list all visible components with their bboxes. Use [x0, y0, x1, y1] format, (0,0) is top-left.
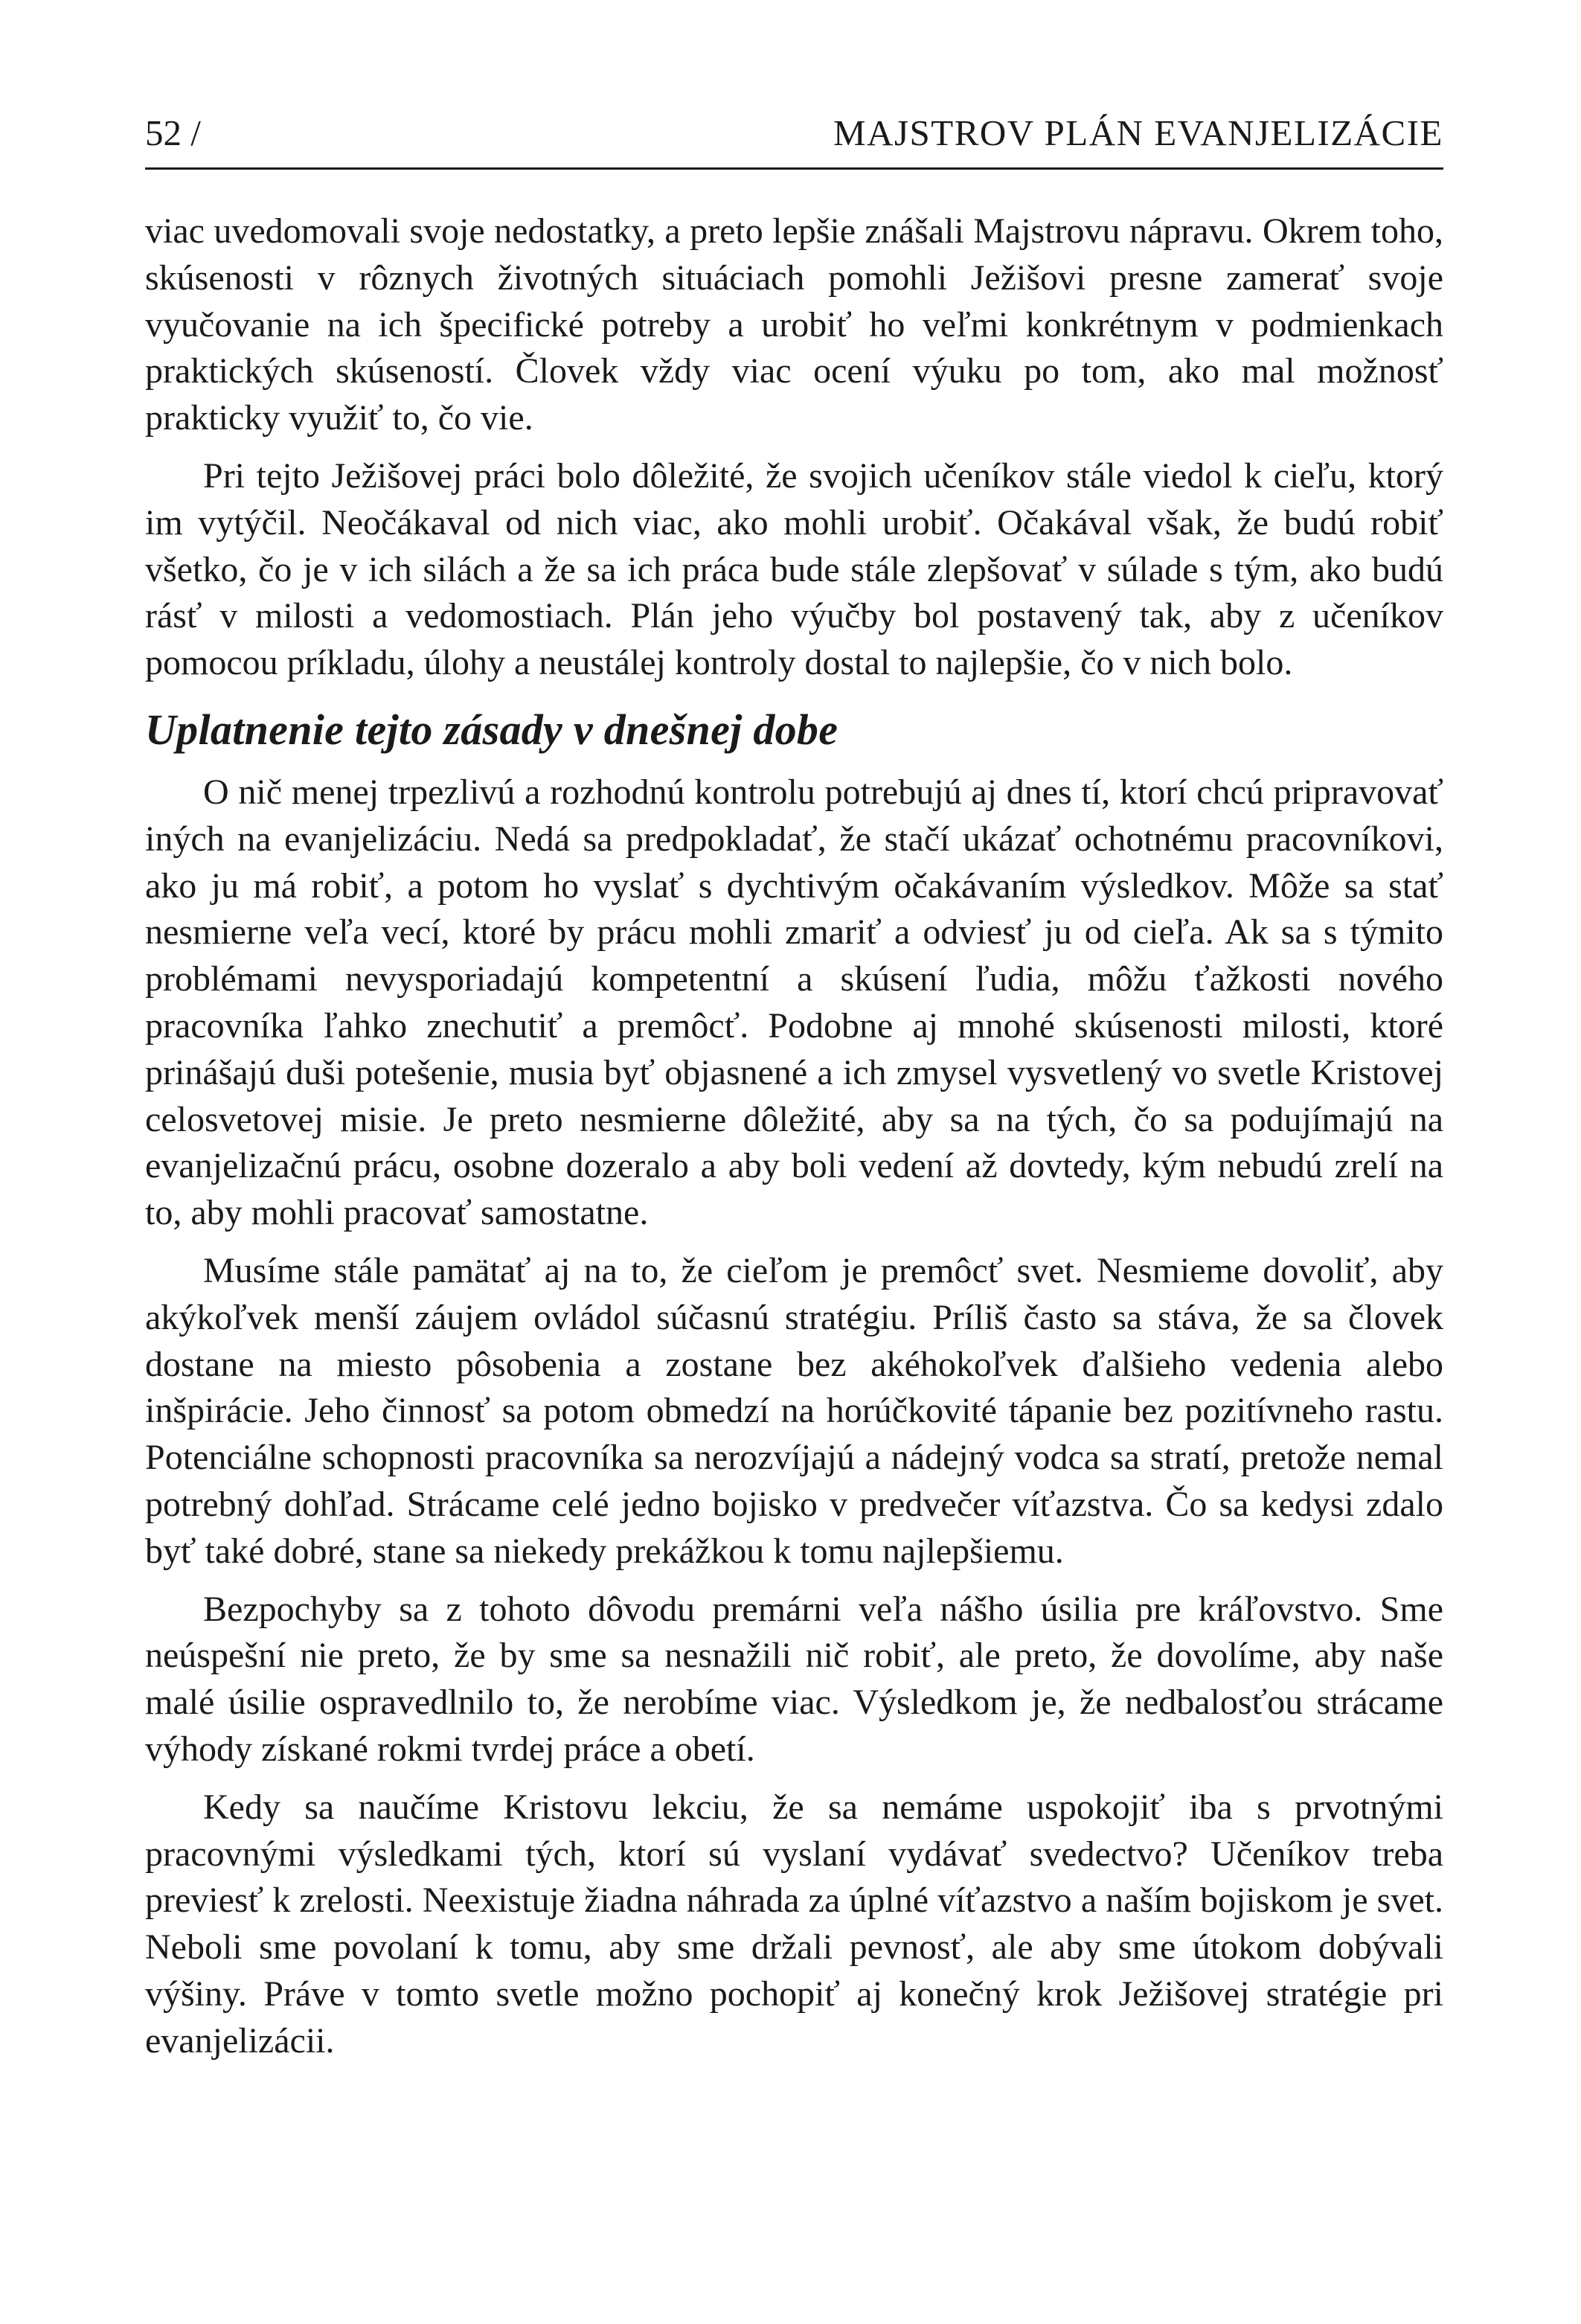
paragraph: Kedy sa naučíme Kristovu lekciu, že sa nemáme uspokojiť iba s prvotnými pracovnými výsledkami tých, ktorí sú vyslaní vydávať svedectvo? Učeníkov treba previesť k zrelosti. Neexistuje žiadna náhrada za úplné víťazstvo a naším bojiskom je svet. Neboli sme povolaní k tomu, aby sme držali pevnosť, ale aby sme útokom dobývali výšiny. Práve v tomto svetle možno pochopiť aj konečný krok Ježišovej stratégie pri evanjelizácii. — [145, 1787, 1443, 2061]
page-number: 52 / — [145, 112, 201, 153]
paragraph: Bezpochyby sa z tohoto dôvodu premárni veľa nášho úsilia pre kráľovstvo. Sme neúspešní nie preto, že by sme sa nesnažili nič robiť, ale preto, že dovolíme, aby naše malé úsilie ospravedlnilo to, že nerobíme viac. Výsledkom je, že nedbalosťou strácame výhody získané rokmi tvrdej práce a obetí. — [145, 1589, 1443, 1769]
page-header — [145, 112, 1443, 170]
section-heading: Uplatnenie tejto zásady v dnešnej dobe — [145, 705, 838, 754]
paragraph: Musíme stále pamätať aj na to, že cieľom je premôcť svet. Nesmieme dovoliť, aby akýkoľvek menší záujem ovládol súčasnú stratégiu. Príliš často sa stáva, že sa človek dostane na miesto pôsobenia a zostane bez akéhokoľvek ďalšieho vedenia alebo inšpirácie. Jeho činnosť sa potom obmedzí na horúčkovité tápanie bez pozitívneho rastu. Potenciálne schopnosti pracovníka sa nerozvíjajú a nádejný vodca sa stratí, pretože nemal potrebný dohľad. Strácame celé jedno bojisko v predvečer víťazstva. Čo sa kedysi zdalo byť také dobré, stane sa niekedy prekážkou k tomu najlepšiemu. — [145, 1250, 1443, 1571]
running-title: MAJSTROV PLÁN EVANJELIZÁCIE — [833, 112, 1443, 153]
paragraph: O nič menej trpezlivú a rozhodnú kontrolu potrebujú aj dnes tí, ktorí chcú pripravovať iných na evanjelizáciu. Nedá sa predpokladať, že stačí ukázať ochotnému pracovníkovi, ako ju má robiť, a potom ho vyslať s dychtivým očakávaním výsledkov. Môže sa stať nesmierne veľa vecí, ktoré by prácu mohli zmariť a odviesť ju od cieľa. Ak sa s týmito problémami nevysporiadajú kompetentní a skúsení ľudia, môžu ťažkosti nového pracovníka ľahko znechutiť a premôcť. Podobne aj mnohé skúsenosti milosti, ktoré prinášajú duši potešenie, musia byť objasnené a ich zmysel vysvetlený vo svetle Kristovej celosvetovej misie. Je preto nesmierne dôležité, aby sa na tých, čo sa podujímajú na evanjelizačnú prácu, osobne dozeralo a aby boli vedení až dovtedy, kým nebudú zrelí na to, aby mohli pracovať samostatne. — [145, 772, 1443, 1233]
paragraph: viac uvedomovali svoje nedostatky, a preto lepšie znášali Majstrovu nápravu. Okrem toho, skúsenosti v rôznych životných situáciach pomohli Ježišovi presne zamerať svoje vyučovanie na ich špecifické potreby a urobiť ho veľmi konkrétnym v podmienkach praktických skúseností. Človek vždy viac ocení výuku po tom, ako mal možnosť prakticky využiť to, čo vie. — [145, 211, 1443, 438]
page-body — [145, 208, 1443, 2064]
paragraph: Pri tejto Ježišovej práci bolo dôležité, že svojich učeníkov stále viedol k cieľu, ktorý im vytýčil. Neočákaval od nich viac, ako mohli urobiť. Očakával však, že budú robiť všetko, čo je v ich silách a že sa ich práca bude stále zlepšovať v súlade s tým, ako budú rásť v milosti a vedomostiach. Plán jeho výučby bol postavený tak, aby z učeníkov pomocou príkladu, úlohy a neustálej kontroly dostal to najlepšie, čo v nich bolo. — [145, 455, 1443, 683]
book-page — [145, 112, 1443, 2075]
